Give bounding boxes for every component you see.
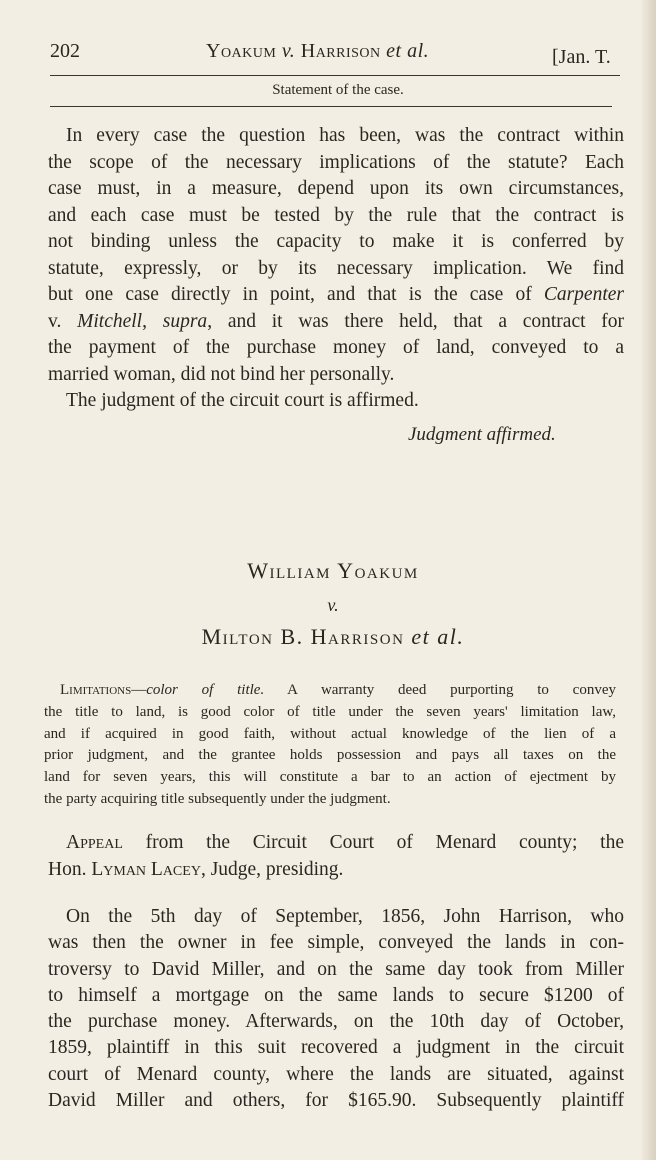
opinion-line: and each case must be tested by the rule that the contract is [48,204,624,226]
disposition: Judgment affirmed. [408,424,556,445]
opinion-line: married woman, did not bind her personally. [48,363,395,385]
case-name-mitchell: Mitchell [77,310,143,332]
headnote-line: the party acquiring title subsequently under the judgment. [44,790,391,807]
opinion-line-text: v. [48,310,78,332]
appeal-text: , Judge, presiding. [200,858,344,880]
facts-line: was then the owner in fee simple, conveyed the lands in con- [48,932,624,954]
headnote-line: prior judgment, and the grantee holds possession and pays all taxes on the [44,747,616,764]
caption-etal: et al. [411,624,465,649]
opinion-line-comma: , [142,310,163,332]
headnote-line: the title to land, is good color of title under the seven years' limitation law, [44,703,616,720]
term-label: [Jan. T. [552,46,611,68]
opinion-line [48,282,624,309]
headnote-topic: Limitations [60,682,132,698]
caption-defendant-name: Milton B. Harrison [201,624,405,649]
facts-line: On the 5th day of September, 1856, John Harrison, who [66,906,624,927]
facts-line: the purchase money. Afterwards, on the 10th day of October, [48,1011,624,1033]
caption-plaintiff: William Yoakum [247,558,419,583]
opinion-line: not binding unless the capacity to make it is conferred by [48,231,624,252]
headnote-dash: — [131,682,147,698]
opinion-line: the scope of the necessary implications of the statute? Each [48,151,624,173]
header-rule-bottom [50,106,612,107]
supra-term: supra [162,310,208,332]
opinion-line-text: but one case directly in point, and that is the case of [48,284,544,305]
facts-line: 1859, plaintiff in this suit recovered a judgment in the circuit [48,1037,624,1059]
opinion-line: the payment of the purchase money of land, conveyed to a [48,337,624,358]
caption-defendant [0,624,656,650]
facts-paragraph [48,904,624,1114]
opinion-line: case must, in a measure, depend upon its own circumstances, [48,178,624,199]
headnote-line [44,680,616,702]
running-head [0,38,656,72]
opinion-line: In every case the question has been, was the contract within [66,125,624,146]
appeal-word: Appeal [66,832,123,853]
running-title [206,40,429,63]
appeal-line [48,857,624,884]
headnote-line: land for seven years, this will constitute a bar to an action of ejectment by [44,769,616,786]
appeal-line [48,830,624,857]
opinion-line-text: , and it was there held, that a contract for [207,310,625,332]
headnote-subtopic: color of title. [146,682,265,698]
headnote [44,680,616,811]
running-title-plaintiff: Yoakum [206,40,277,62]
caption-v: v. [327,595,339,615]
appeal-text: from the Circuit Court of Menard county; the [122,832,624,853]
headnote-text: A warranty deed purporting to convey [264,682,616,698]
page-number: 202 [50,40,80,62]
opinion-paragraph [48,123,624,415]
facts-line: court of Menard county, where the lands are situated, against [48,1063,624,1085]
headnote-line: and if acquired in good faith, without actual knowledge of the lien of a [44,725,616,742]
case-name-carpenter: Carpenter [543,284,624,305]
appeal-hon: Hon. [48,858,92,880]
opinion-line [48,309,624,336]
appeal-paragraph [48,830,624,883]
facts-line: to himself a mortgage on the same lands to secure $1200 of [48,984,624,1006]
running-title-etal: et al. [386,40,430,62]
facts-line: troversy to David Miller, and on the same day took from Miller [48,958,624,980]
judge-name: Lyman Lacey [91,858,201,880]
judgment-line: The judgment of the circuit court is affirmed. [66,390,419,411]
opinion-line: statute, expressly, or by its necessary implication. We find [48,257,624,279]
running-title-defendant: Harrison [300,40,381,62]
header-rule-top [50,75,620,76]
running-title-v: v. [281,40,296,62]
facts-line: David Miller and others, for $165.90. Subsequently plaintiff [48,1090,624,1112]
statement-label: Statement of the case. [272,82,404,98]
